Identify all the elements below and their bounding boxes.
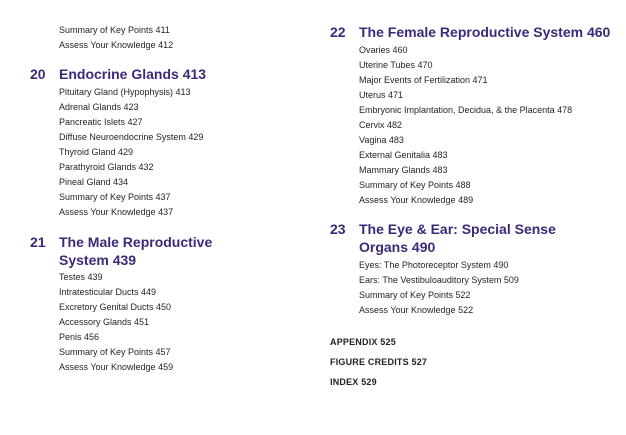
figure-credits-entry[interactable]: FIGURE CREDITS 527 bbox=[330, 357, 428, 367]
toc-entry[interactable]: Accessory Glands 451 bbox=[59, 317, 150, 327]
toc-entry[interactable]: Embryonic Implantation, Decidua, & the Placenta 478 bbox=[359, 105, 573, 115]
chapter-number: 23 bbox=[330, 221, 346, 237]
toc-entry[interactable]: Pancreatic Islets 427 bbox=[59, 117, 143, 127]
toc-entry[interactable]: Assess Your Knowledge 489 bbox=[359, 195, 474, 205]
toc-entry[interactable]: Pituitary Gland (Hypophysis) 413 bbox=[59, 87, 191, 97]
toc-entry[interactable]: Excretory Genital Ducts 450 bbox=[59, 302, 172, 312]
chapter-number: 20 bbox=[30, 66, 46, 82]
chapter-title-line-1: The Male Reproductive bbox=[59, 234, 213, 250]
chapter-22-entries bbox=[359, 43, 572, 208]
toc-entry[interactable]: Adrenal Glands 423 bbox=[59, 102, 139, 112]
toc-entry[interactable]: Assess Your Knowledge 412 bbox=[59, 40, 174, 50]
toc-entry[interactable]: Summary of Key Points 457 bbox=[59, 347, 171, 357]
chapter-title bbox=[59, 233, 212, 269]
toc-entry[interactable]: Assess Your Knowledge 459 bbox=[59, 362, 174, 372]
chapter-title-line-2: System 439 bbox=[59, 252, 137, 268]
toc-entry[interactable]: Assess Your Knowledge 522 bbox=[359, 305, 474, 315]
chapter19-tail-entries bbox=[59, 23, 173, 53]
toc-entry[interactable]: Penis 456 bbox=[59, 332, 100, 342]
toc-entry[interactable]: External Genitalia 483 bbox=[359, 150, 448, 160]
toc-entry[interactable]: Thyroid Gland 429 bbox=[59, 147, 134, 157]
chapter-22-heading[interactable] bbox=[330, 23, 620, 41]
toc-entry[interactable]: Summary of Key Points 411 bbox=[59, 25, 170, 35]
toc-entry[interactable]: Pineal Gland 434 bbox=[59, 177, 129, 187]
appendix-entry[interactable]: APPENDIX 525 bbox=[330, 337, 396, 347]
chapter-20-heading[interactable] bbox=[30, 65, 206, 83]
chapter-title: Endocrine Glands 413 bbox=[59, 66, 207, 82]
chapter-title bbox=[359, 220, 620, 256]
toc-entry[interactable]: Parathyroid Glands 432 bbox=[59, 162, 154, 172]
chapter-title: The Female Reproductive System 460 bbox=[359, 24, 611, 40]
index-entry[interactable]: INDEX 529 bbox=[330, 377, 377, 387]
chapter-21-heading[interactable] bbox=[30, 233, 212, 269]
chapter-21-entries bbox=[59, 270, 173, 375]
toc-entry[interactable]: Intratesticular Ducts 449 bbox=[59, 287, 157, 297]
toc-entry[interactable]: Eyes: The Photoreceptor System 490 bbox=[359, 260, 509, 270]
toc-entry[interactable]: Vagina 483 bbox=[359, 135, 404, 145]
chapter-title-line-1: The Eye & Ear: Special Sense bbox=[359, 221, 556, 237]
toc-entry[interactable]: Testes 439 bbox=[59, 272, 103, 282]
toc-entry[interactable]: Diffuse Neuroendocrine System 429 bbox=[59, 132, 204, 142]
toc-entry[interactable]: Ears: The Vestibuloauditory System 509 bbox=[359, 275, 519, 285]
toc-entry[interactable]: Mammary Glands 483 bbox=[359, 165, 448, 175]
toc-entry[interactable]: Uterus 471 bbox=[359, 90, 404, 100]
chapter-20-entries bbox=[59, 85, 203, 220]
chapter-23-heading[interactable] bbox=[330, 220, 620, 256]
toc-entry[interactable]: Cervix 482 bbox=[359, 120, 403, 130]
toc-entry[interactable]: Assess Your Knowledge 437 bbox=[59, 207, 174, 217]
chapter-title-line-2: Organs 490 bbox=[359, 239, 436, 255]
toc-entry[interactable]: Summary of Key Points 437 bbox=[59, 192, 171, 202]
toc-entry[interactable]: Major Events of Fertilization 471 bbox=[359, 75, 488, 85]
toc-entry[interactable]: Summary of Key Points 488 bbox=[359, 180, 471, 190]
chapter-number: 22 bbox=[330, 24, 346, 40]
toc-entry[interactable]: Uterine Tubes 470 bbox=[359, 60, 433, 70]
toc-entry[interactable]: Ovaries 460 bbox=[359, 45, 408, 55]
toc-entry[interactable]: Summary of Key Points 522 bbox=[359, 290, 471, 300]
chapter-number: 21 bbox=[30, 234, 46, 250]
chapter-23-entries bbox=[359, 258, 519, 318]
